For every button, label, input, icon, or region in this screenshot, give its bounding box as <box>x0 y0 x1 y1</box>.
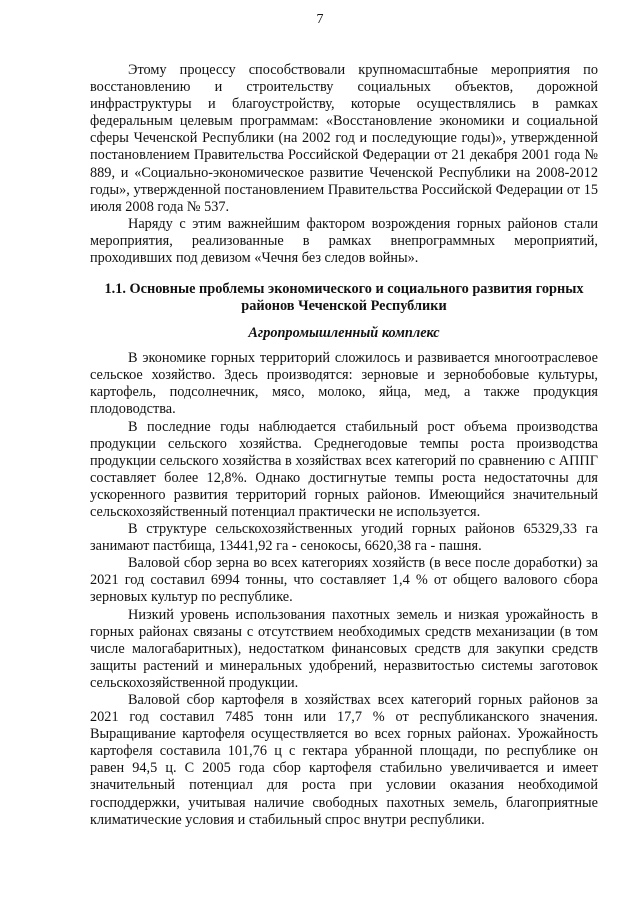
section-subheading: Агропромышленный комплекс <box>248 325 440 342</box>
body-paragraph-2: В последние годы наблюдается стабильный рост объема производства продукции сельского хозяйства. Среднегодовые темпы роста производства продукции сельского хозяйства в хозяйствах всех категорий по сравнению с АППГ составляет более 12,8%. Однако достигнутые темпы роста недостаточны для ускоренного развития территорий горных районов. Имеющийся значительный сельскохозяйственный потенциал практически не используется. <box>90 418 598 520</box>
page-content <box>90 62 598 829</box>
body-paragraph-5: Низкий уровень использования пахотных земель и низкая урожайность в горных районах связаны с отсутствием необходимых средств механизации (в том числе малогабаритных), недостатком финансовых средств для закупки средств защиты растений и минеральных удобрений, неразвитостью системы заготовок сельскохозяйственной продукции. <box>90 606 598 691</box>
intro-paragraph-2: Наряду с этим важнейшим фактором возрождения горных районов стали мероприятия, реализованные в рамках внепрограммных мероприятий, проходивших под девизом «Чечня без следов войны». <box>90 215 598 267</box>
page-number: 7 <box>316 12 324 27</box>
body-paragraph-4: Валовой сбор зерна во всех категориях хозяйств (в весе после доработки) за 2021 год составил 6994 тонны, что составляет 1,4 % от общего валового сбора зерновых культур по республике. <box>90 555 598 606</box>
intro-paragraph-1: Этому процессу способствовали крупномасштабные мероприятия по восстановлению и строительству социальных объектов, дорожной инфраструктуры и благоустройству, которые осуществлялись в рамках федеральным целевым программам: «Восстановление экономики и социальной сферы Чеченской Республики (на 2002 год и последующие годы)», утвержденной постановлением Правительства Российской Федерации от 21 декабря 2001 года № 889, и «Социально-экономическое развитие Чеченской Республики на 2008-2012 годы», утвержденной постановлением Правительства Российской Федерации от 15 июля 2008 года № 537. <box>90 62 598 215</box>
body-paragraph-1: В экономике горных территорий сложилось и развивается многоотраслевое сельское хозяйство. Здесь производятся: зерновые и зернобобовые культуры, картофель, подсолнечник, мясо, молоко, яйца, мед, а также продукция плодоводства. <box>90 350 598 418</box>
body-paragraph-3: В структуре сельскохозяйственных угодий горных районов 65329,33 га занимают пастбища, 13441,92 га - сенокосы, 6620,38 га - пашня. <box>90 521 598 555</box>
body-paragraph-6: Валовой сбор картофеля в хозяйствах всех категорий горных районов за 2021 год составил 7485 тонн или 17,7 % от республиканского значения. Выращивание картофеля осуществляется во всех горных районах. Урожайность картофеля составила 101,76 ц с гектара убранной площади, по республике он равен 94,5 ц. С 2005 года сбор картофеля стабильно увеличивается и имеет значительный потенциал для роста при условии оказания необходимой господдержки, учитывая наличие свободных пахотных земель, благоприятные климатические условия и стабильный спрос внутри республики. <box>90 692 598 828</box>
section-heading: 1.1. Основные проблемы экономического и социального развития горных районов Чеченской Республики <box>104 281 584 315</box>
